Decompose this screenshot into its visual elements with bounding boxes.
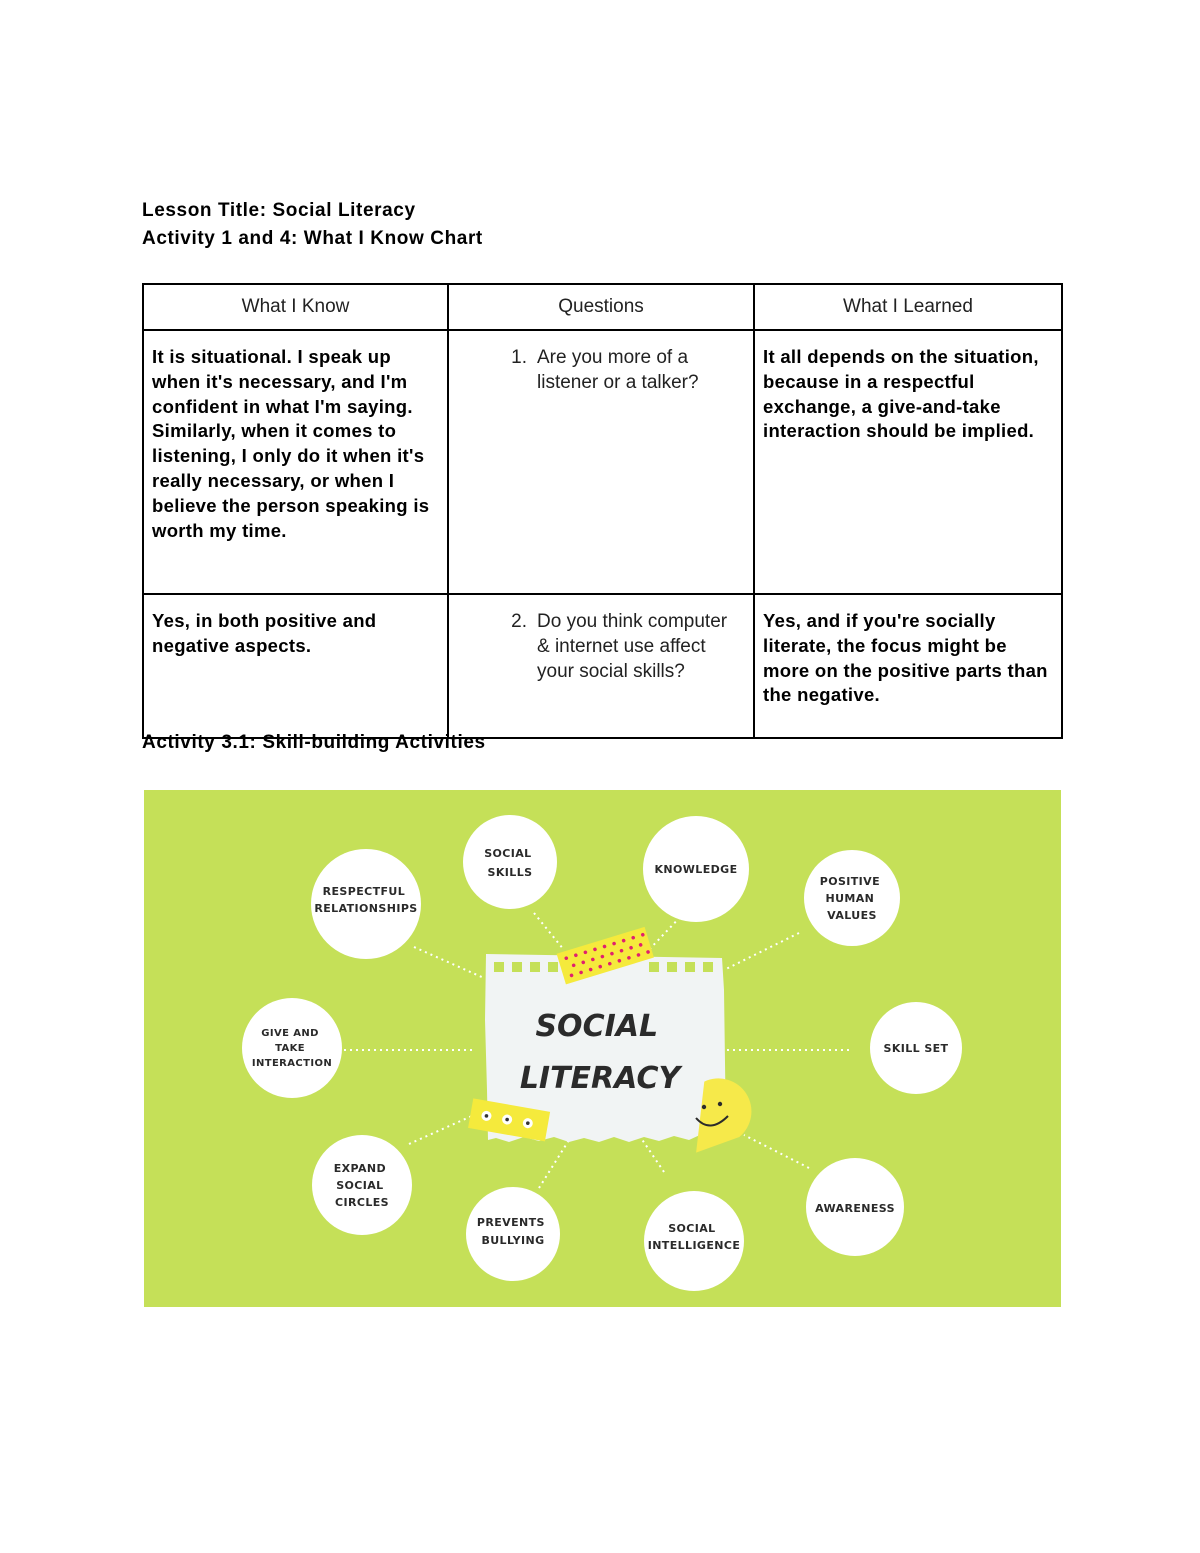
table-row bbox=[143, 330, 1062, 594]
question-text: Do you think computer & internet use affect your social skills? bbox=[537, 611, 728, 682]
node-label-social-intelligence: INTELLIGENCE bbox=[647, 1239, 741, 1252]
learned-cell: Yes, and if you're socially literate, the focus might be more on the positive parts than the negative. bbox=[754, 594, 1062, 738]
center-title-line-2: LITERACY bbox=[519, 1061, 681, 1096]
node-label-expand-social-circles: CIRCLES bbox=[335, 1196, 389, 1209]
column-header-what-i-learned: What I Learned bbox=[754, 284, 1062, 330]
node-label-awareness: AWARENESS bbox=[815, 1202, 895, 1215]
know-cell: It is situational. I speak up when it's necessary, and I'm confident in what I'm saying. Similarly, when it comes to listening, I only do it when it's really necessary, or when I believe the person speaking is worth my time. bbox=[143, 330, 448, 594]
question-number: 1. bbox=[511, 347, 527, 368]
svg-text:POSITIVE HUMAN VALUES bbox=[820, 875, 885, 922]
node-label-knowledge: KNOWLEDGE bbox=[654, 863, 738, 876]
question-text: Are you more of a listener or a talker? bbox=[537, 347, 699, 393]
node-label-positive-human-values: HUMAN bbox=[825, 892, 875, 905]
what-i-know-chart bbox=[142, 283, 1063, 739]
center-title-line-1: SOCIAL bbox=[535, 1009, 659, 1044]
activity-3-1-heading: Activity 3.1: Skill-building Activities bbox=[142, 732, 486, 753]
node-label-give-and-take-interaction: INTERACTION bbox=[251, 1058, 333, 1069]
node-label-expand-social-circles: EXPAND bbox=[333, 1162, 387, 1175]
node-label-give-and-take-interaction: GIVE AND bbox=[261, 1028, 319, 1039]
node-label-respectful-relationships: RESPECTFUL bbox=[322, 885, 406, 898]
node-label-positive-human-values: POSITIVE bbox=[819, 875, 881, 888]
svg-text:AWARENESS bbox=[815, 1202, 895, 1215]
node-label-expand-social-circles: SOCIAL bbox=[336, 1179, 384, 1192]
node-label-prevents-bullying: PREVENTS bbox=[476, 1216, 545, 1229]
node-label-skill-set: SKILL SET bbox=[883, 1042, 949, 1055]
question-cell bbox=[448, 594, 754, 738]
node-label-give-and-take-interaction: TAKE bbox=[275, 1043, 306, 1054]
table-row bbox=[143, 594, 1062, 738]
question-number: 2. bbox=[511, 611, 527, 632]
column-header-questions: Questions bbox=[448, 284, 754, 330]
social-literacy-mind-map bbox=[144, 790, 1061, 1307]
svg-text:SKILL SET bbox=[884, 1042, 949, 1055]
node-label-social-skills: SKILLS bbox=[487, 866, 533, 879]
activity-1-4-heading: Activity 1 and 4: What I Know Chart bbox=[142, 228, 483, 249]
svg-text:KNOWLEDGE bbox=[654, 863, 737, 876]
node-label-prevents-bullying: BULLYING bbox=[481, 1234, 545, 1247]
question-cell bbox=[448, 330, 754, 594]
node-label-social-intelligence: SOCIAL bbox=[668, 1222, 716, 1235]
node-social-skills bbox=[463, 815, 557, 909]
node-label-respectful-relationships: RELATIONSHIPS bbox=[314, 902, 418, 915]
chart-header-row bbox=[143, 284, 1062, 330]
column-header-what-i-know: What I Know bbox=[143, 284, 448, 330]
node-label-positive-human-values: VALUES bbox=[827, 909, 877, 922]
know-cell: Yes, in both positive and negative aspects. bbox=[143, 594, 448, 738]
center-note bbox=[468, 927, 760, 1153]
svg-text:EXPAND SOCIAL CIRCLES bbox=[334, 1162, 391, 1209]
node-label-social-skills: SOCIAL bbox=[484, 847, 532, 860]
lesson-title: Lesson Title: Social Literacy bbox=[142, 200, 416, 221]
learned-cell: It all depends on the situation, because in a respectful exchange, a give-and-take interaction should be implied. bbox=[754, 330, 1062, 594]
